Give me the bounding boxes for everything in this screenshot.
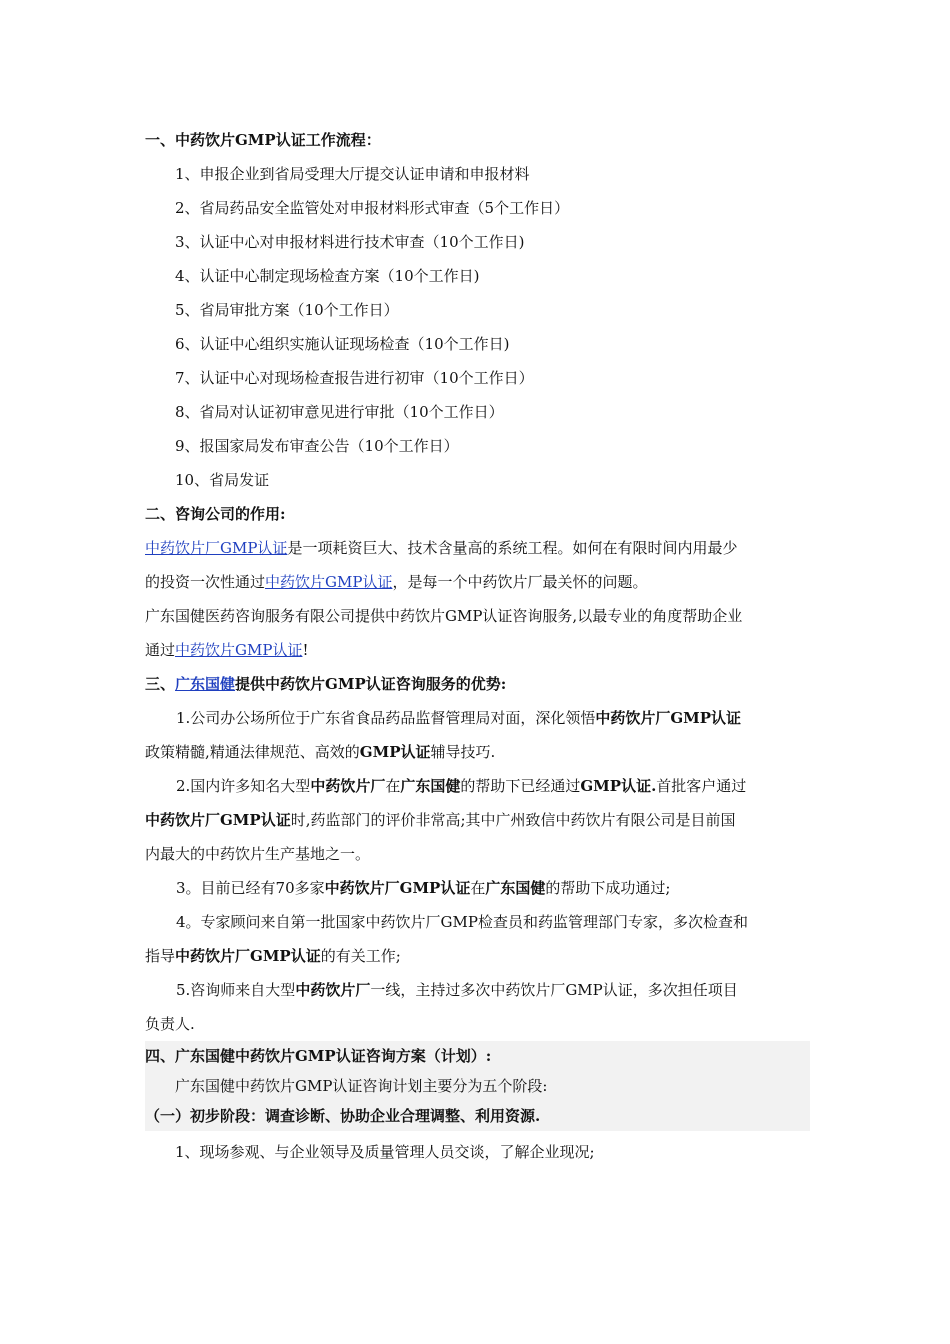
process-step: 3、认证中心对申报材料进行技术审查（10个工作日) [175, 233, 525, 251]
text-run: 3。目前已经有70多家 [176, 879, 325, 897]
bold-run: GMP认证 [359, 743, 431, 761]
paragraph-line [145, 531, 810, 565]
process-step: 1、申报企业到省局受理大厅提交认证申请和申报材料 [175, 165, 530, 183]
section-4-title: 四、广东国健中药饮片GMP认证咨询方案（计划）: [145, 1047, 492, 1065]
bold-run: 广东国健 [485, 879, 546, 897]
text-run: ! [302, 641, 309, 659]
gmp-cert-link[interactable]: 中药饮片GMP认证 [265, 573, 393, 591]
advantage-item [145, 871, 810, 905]
paragraph-line [145, 599, 810, 633]
document-body [145, 123, 810, 1173]
text-run: ，是每一个中药饮片厂最关怀的问题。 [392, 573, 648, 591]
phase-1-step: 1、现场参观、与企业领导及质量管理人员交谈，了解企业现况; [175, 1143, 595, 1161]
advantage-item-cont [145, 735, 810, 769]
phase-1-title: （一）初步阶段：调查诊断、协助企业合理调整、利用资源. [145, 1107, 541, 1125]
process-step: 7、认证中心对现场检查报告进行初审（10个工作日） [175, 369, 534, 387]
text-run: 提供中药饮片GMP认证咨询服务的优势: [235, 675, 507, 693]
bold-run: 中药饮片厂GMP认证 [324, 879, 471, 897]
text-run: 是一项耗资巨大、技术含量高的系统工程。如何在有限时间内用最少 [287, 539, 738, 557]
text-run: 政策精髓,精通法律规范、高效的 [145, 743, 360, 761]
text-run: 1.公司办公场所位于广东省食品药品监督管理局对面，深化领悟 [176, 709, 596, 727]
section-3-title [145, 667, 810, 701]
text-run: 首批客户通过 [656, 777, 747, 795]
text-run: 2.国内许多知名大型 [176, 777, 311, 795]
text-run: 通过 [145, 641, 176, 659]
bold-run: 中药饮片厂GMP认证 [145, 811, 291, 829]
text-run: 4。专家顾问来自第一批国家中药饮片厂GMP检查员和药监管理部门专家，多次检查和 [176, 913, 748, 931]
bold-run: 中药饮片厂 [295, 981, 371, 999]
bold-run: GMP认证. [580, 777, 657, 795]
advantage-item-cont [145, 939, 810, 973]
advantage-item [145, 973, 810, 1007]
gmp-cert-link[interactable]: 中药饮片厂GMP认证 [145, 539, 288, 557]
advantage-item [145, 905, 810, 939]
plan-intro: 广东国健中药饮片GMP认证咨询计划主要分为五个阶段: [175, 1077, 548, 1095]
process-step: 5、省局审批方案（10个工作日） [175, 301, 399, 319]
text-run: 5.咨询师来自大型 [176, 981, 296, 999]
gmp-cert-link[interactable]: 中药饮片GMP认证 [175, 641, 303, 659]
text-run: 辅导技巧. [430, 743, 496, 761]
process-step: 10、省局发证 [175, 471, 270, 489]
text-run: 的帮助下成功通过; [545, 879, 671, 897]
text-run: 一线，主持过多次中药饮片厂GMP认证，多次担任项目 [370, 981, 738, 999]
advantage-item-cont [145, 1007, 810, 1041]
process-step: 9、报国家局发布审查公告（10个工作日） [175, 437, 459, 455]
plan-section-block [145, 1041, 810, 1131]
text-run: 的帮助下已经通过 [460, 777, 581, 795]
paragraph-line [145, 565, 810, 599]
process-step: 6、认证中心组织实施认证现场检查（10个工作日) [175, 335, 510, 353]
advantage-item [145, 701, 810, 735]
bold-run: 广东国健 [400, 777, 461, 795]
process-steps-list [145, 157, 810, 497]
advantage-item-cont [145, 837, 810, 871]
text-run: 广东国健医药咨询服务有限公司提供中药饮片GMP认证咨询服务,以最专业的角度帮助企业 [145, 607, 743, 625]
text-run: 在 [385, 777, 401, 795]
paragraph-line [145, 633, 810, 667]
text-run: 负责人. [145, 1015, 195, 1033]
text-run: 内最大的中药饮片生产基地之一。 [145, 845, 371, 863]
text-run: 在 [470, 879, 486, 897]
text-run: 三、 [145, 675, 176, 693]
process-step: 8、省局对认证初审意见进行审批（10个工作日） [175, 403, 504, 421]
text-run: 的有关工作; [320, 947, 401, 965]
section-2-title: 二、咨询公司的作用: [145, 505, 286, 523]
section-1-title: 一、中药饮片GMP认证工作流程： [145, 131, 381, 149]
text-run: 指导 [145, 947, 176, 965]
text-run: 时,药监部门的评价非常高;其中广州致信中药饮片有限公司是目前国 [290, 811, 736, 829]
process-step: 4、认证中心制定现场检查方案（10个工作日) [175, 267, 480, 285]
advantage-item [145, 769, 810, 803]
advantage-item-cont [145, 803, 810, 837]
bold-run: 中药饮片厂GMP认证 [595, 709, 742, 727]
company-link[interactable]: 广东国健 [175, 675, 236, 693]
process-step: 2、省局药品安全监管处对申报材料形式审查（5个工作日） [175, 199, 570, 217]
bold-run: 中药饮片厂GMP认证 [175, 947, 321, 965]
bold-run: 中药饮片厂 [310, 777, 386, 795]
text-run: 的投资一次性通过 [145, 573, 266, 591]
